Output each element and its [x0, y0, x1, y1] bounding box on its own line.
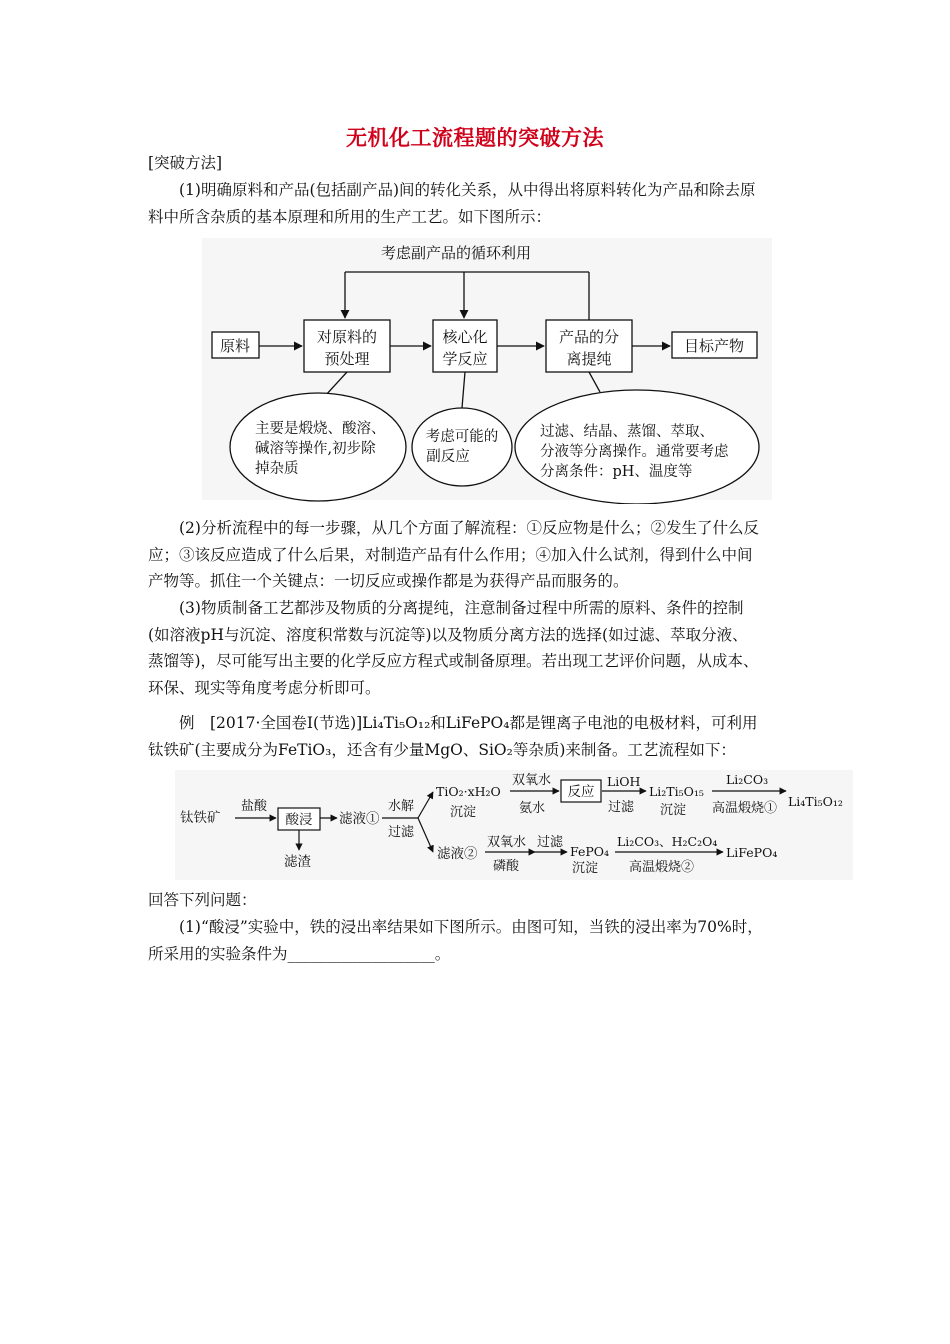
paragraph-line: 产物等。抓住一个关键点：一切反应或操作都是为获得产品而服务的。	[148, 572, 629, 590]
label-phosphoric: 磷酸	[493, 859, 520, 874]
example-paragraph	[148, 710, 813, 763]
label-calcine1: 高温煅烧①	[712, 801, 778, 816]
answer-blank[interactable]: ___________________	[287, 944, 435, 963]
ellipse-separation-line3: 分离条件：pH、温度等	[540, 464, 693, 480]
ellipse-core-note	[412, 408, 512, 486]
box-pretreatment-line1: 对原料的	[316, 328, 378, 346]
label-filtrate2: 滤液②	[437, 846, 478, 862]
label-hcl: 盐酸	[241, 799, 268, 814]
label-residue: 滤渣	[284, 854, 311, 870]
paragraph-2	[148, 515, 813, 595]
flow-diagram-1	[200, 236, 775, 504]
paragraph-1	[148, 177, 813, 230]
question-1	[148, 914, 813, 967]
label-calcine2: 高温煅烧②	[629, 860, 695, 875]
ellipse-pretreatment-line2: 碱溶等操作,初步除	[255, 441, 376, 457]
question-1-end: 。	[434, 944, 451, 963]
label-hydrolysis: 水解	[388, 799, 415, 814]
paragraph-line: 应；③该反应造成了什么后果，对制造产品有什么作用；④加入什么试剂，得到什么中间	[148, 545, 753, 564]
question-1-text: 所采用的实验条件为	[148, 944, 288, 963]
ellipse-separation-line1: 过滤、结晶、蒸馏、萃取、	[540, 424, 714, 440]
paragraph-line: (2)分析流程中的每一步骤，从几个方面了解流程：①反应物是什么；②发生了什么反	[179, 519, 759, 537]
ellipse-core-line2: 副反应	[426, 449, 470, 465]
paragraph-line: 料中所含杂质的基本原理和所用的生产工艺。如下图所示：	[148, 207, 552, 226]
label-li4ti5o12: Li₄Ti₅O₁₂	[788, 794, 843, 809]
paragraph-3	[148, 595, 813, 701]
box-separation-line2: 离提纯	[566, 350, 612, 368]
section-label: [突破方法]	[148, 154, 223, 172]
paragraph-line: (如溶液pH与沉淀、溶度积常数与沉淀等)以及物质分离方法的选择(如过滤、萃取分液、	[148, 625, 748, 644]
paragraph-line: (1)“酸浸”实验中，铁的浸出率结果如下图所示。由图可知，当铁的浸出率为70%时，	[179, 918, 763, 936]
paragraph-line: (1)明确原料和产品(包括副产品)间的转化关系，从中得出将原料转化为产品和除去原	[179, 181, 756, 199]
box-separation-line1: 产品的分	[558, 328, 620, 346]
label-li2co3-h2c2o4: Li₂CO₃、H₂C₂O₄	[617, 834, 718, 849]
label-lioh: LiOH	[607, 774, 641, 789]
paragraph-line: 钛铁矿(主要成分为FeTiO₃，还含有少量MgO、SiO₂等杂质)来制备。工艺流程如下：	[148, 740, 736, 759]
box-core-reaction-line1: 核心化	[442, 328, 488, 346]
label-filter-upper: 过滤	[608, 800, 635, 815]
label-li2co3-1: Li₂CO₃	[726, 772, 769, 787]
label-filter-lower: 过滤	[537, 835, 564, 850]
label-fepo4: FePO₄	[570, 844, 610, 859]
fork-down	[418, 818, 433, 852]
flow-diagram-2	[175, 770, 855, 882]
ellipse-separation-line2: 分液等分离操作。通常要考虑	[540, 444, 729, 460]
connector-sep	[589, 372, 600, 392]
label-h2o2-1: 双氧水	[512, 773, 552, 788]
box-raw-material-label: 原料	[219, 337, 251, 355]
paragraph-line: (3)物质制备工艺都涉及物质的分离提纯，注意制备过程中所需的原料、条件的控制	[179, 599, 744, 617]
box-acid-leach-label: 酸浸	[285, 812, 313, 828]
paragraph-line: 例 [2017·全国卷Ⅰ(节选)]Li₄Ti₅O₁₂和LiFePO₄都是锂离子电池的电极材料，可利用	[179, 714, 758, 732]
label-tio2-hydrate: TiO₂·xH₂O	[436, 784, 501, 799]
paragraph-line: 环保、现实等角度考虑分析即可。	[148, 678, 381, 697]
page-title: 无机化工流程题的突破方法	[346, 125, 604, 150]
answer-intro: 回答下列问题：	[148, 891, 257, 909]
ellipse-pretreatment-line3: 掉杂质	[255, 461, 299, 477]
label-precipitate-2: 沉淀	[660, 803, 687, 818]
box-pretreatment-line2: 预处理	[324, 350, 370, 368]
label-precipitate-1: 沉淀	[450, 805, 477, 820]
label-filter-main: 过滤	[388, 825, 415, 840]
label-li2ti5o15: Li₂Ti₅O₁₅	[649, 784, 704, 799]
recycle-label: 考虑副产品的循环利用	[380, 244, 532, 262]
question-1-line2	[148, 941, 813, 968]
label-precipitate-3: 沉淀	[572, 861, 599, 876]
ellipse-pretreatment-line1: 主要是煅烧、酸溶、	[255, 421, 386, 437]
connector-pre	[325, 372, 347, 396]
connector-core	[462, 372, 465, 408]
box-core-reaction-line2: 学反应	[442, 350, 488, 368]
label-filtrate1: 滤液①	[339, 811, 380, 827]
ellipse-core-line1: 考虑可能的	[425, 429, 499, 445]
label-lifepo4: LiFePO₄	[726, 845, 778, 860]
box-reaction-label: 反应	[567, 784, 595, 800]
label-ammonia: 氨水	[519, 801, 546, 816]
label-ore: 钛铁矿	[180, 810, 221, 826]
paragraph-line: 蒸馏等)，尽可能写出主要的化学反应方程式或制备原理。若出现工艺评价问题，从成本、	[148, 652, 759, 670]
label-h2o2-2: 双氧水	[487, 835, 527, 850]
box-target-product-label: 目标产物	[683, 337, 745, 355]
fork-up	[418, 792, 433, 818]
